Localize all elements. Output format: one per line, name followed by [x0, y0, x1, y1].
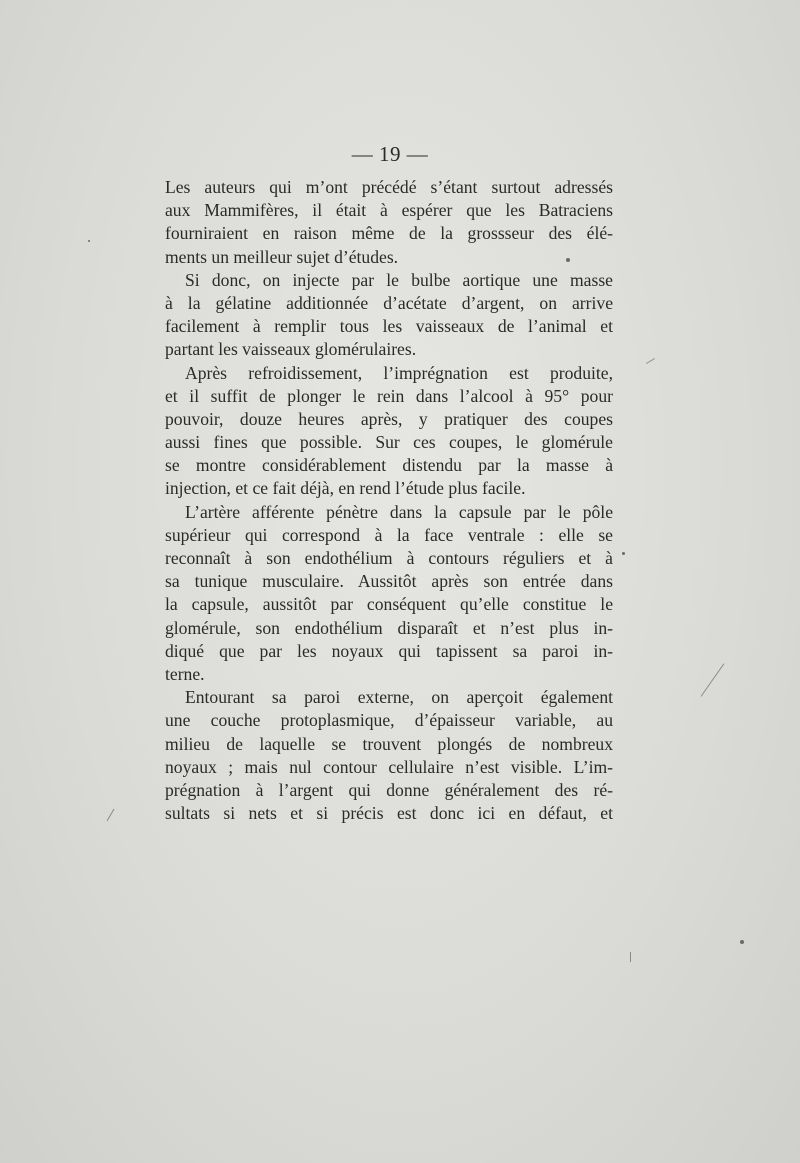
page-number: — 19 —: [351, 142, 429, 166]
text-line: sa tunique musculaire. Aussitôt après son entrée dans: [165, 571, 613, 592]
text-line: fourniraient en raison même de la grossseur des élé-: [165, 223, 613, 244]
text-line: aux Mammifères, il était à espérer que les Batraciens: [165, 200, 613, 221]
text-line: noyaux ; mais nul contour cellulaire n’est visible. L’im-: [165, 756, 613, 777]
scan-mark: [107, 809, 115, 822]
text-line: terne.: [165, 663, 205, 684]
text-line: à la gélatine additionnée d’acétate d’argent, on arrive: [165, 292, 613, 313]
scan-speck: [88, 240, 90, 242]
text-line: partant les vaisseaux glomérulaires.: [165, 339, 417, 360]
text-line: ments un meilleur sujet d’études.: [165, 246, 399, 267]
text-line: milieu de laquelle se trouvent plongés de nombreux: [165, 733, 613, 754]
text-line: aussi fines que possible. Sur ces coupes, le glomérule: [165, 432, 613, 453]
text-line: pouvoir, douze heures après, y pratiquer des coupes: [165, 408, 613, 429]
text-line: diqué que par les noyaux qui tapissent sa paroi in-: [165, 640, 613, 661]
text-line: se montre considérablement distendu par la masse à: [165, 455, 613, 476]
scan-speck: [566, 258, 570, 262]
text-line: Entourant sa paroi externe, on aperçoit également: [185, 687, 613, 708]
text-line: Si donc, on injecte par le bulbe aortique une masse: [185, 269, 613, 290]
text-line: la capsule, aussitôt par conséquent qu’elle constitue le: [165, 594, 613, 615]
scan-mark: [646, 358, 655, 364]
text-line: supérieur qui correspond à la face ventrale : elle se: [165, 524, 613, 545]
scan-mark: [630, 952, 631, 962]
text-line: une couche protoplasmique, d’épaisseur variable, au: [165, 710, 613, 731]
text-line: Les auteurs qui m’ont précédé s’étant surtout adressés: [165, 177, 613, 197]
text-line: sultats si nets et si précis est donc ici en défaut, et: [165, 803, 613, 824]
text-line: Après refroidissement, l’imprégnation est produite,: [185, 362, 613, 383]
text-line: prégnation à l’argent qui donne généralement des ré-: [165, 779, 613, 800]
scan-speck: [740, 940, 744, 944]
text-line: injection, et ce fait déjà, en rend l’étude plus facile.: [165, 478, 526, 499]
text-line: glomérule, son endothélium disparaît et n’est plus in-: [165, 617, 613, 638]
text-line: L’artère afférente pénètre dans la capsule par le pôle: [185, 501, 613, 522]
text-line: facilement à remplir tous les vaisseaux de l’animal et: [165, 316, 613, 337]
scan-speck: [622, 552, 625, 555]
scan-mark: [701, 663, 725, 696]
text-line: reconnaît à son endothélium à contours réguliers et à: [165, 548, 613, 568]
body-text: [165, 176, 613, 825]
text-line: et il suffit de plonger le rein dans l’alcool à 95° pour: [165, 385, 613, 406]
